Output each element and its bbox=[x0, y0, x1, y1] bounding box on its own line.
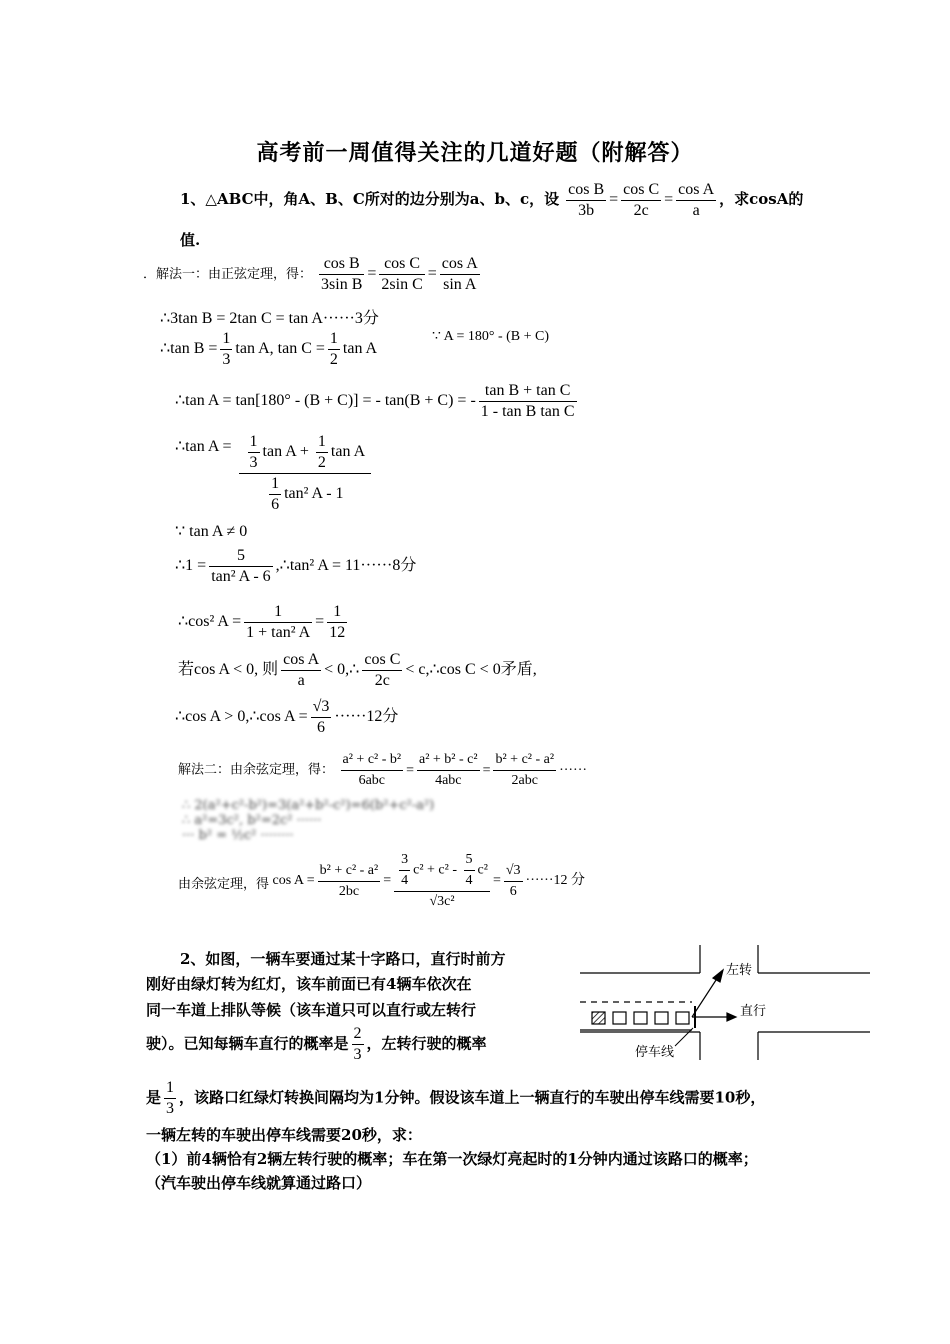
queue-car-1 bbox=[676, 1012, 689, 1024]
problem1-ask: ，求cosA的 bbox=[719, 190, 804, 209]
problem2-line1: 2、如图，一辆车要通过某十字路口，直行时前方 bbox=[180, 950, 506, 968]
problem1-statement: 1、△ABC中，角A、B、C所对的边分别为a、b、c，设 $\frac{\text{cos B}}{3b}$ = $\frac{\text{cos C}}{2c}$ = $\frac{\text{cos A}}{a}$ ，求cosA的 bbox=[180, 181, 804, 219]
solution1-line7: ∴1 = $\frac{5}{\text{tan² A - 6}}$ ,∴tan² A = 11······8分 bbox=[175, 547, 417, 585]
solution1-line9: 若cos A < 0, 则 $\frac{\text{cos A}}{a}$ < 0,∴ $\frac{\text{cos C}}{2c}$ < c,∴cos C < 0矛盾, bbox=[178, 651, 537, 689]
solution1-line6: ∵ tan A ≠ 0 bbox=[175, 523, 248, 540]
solution1-method2: 解法二：由余弦定理，得： $\frac{\text{a² + c² - b²}}{\text{6abc}}$ = $\frac{\text{a² + b² - c²}}{\text{4abc}}$ = $\frac{\text{b² + c² - a²}}{\text{2abc}}$ ······ bbox=[178, 752, 588, 788]
intersection-figure bbox=[580, 940, 880, 1065]
problem2-line2: 刚好由绿灯转为红灯，该车前面已有4辆车依次在 bbox=[146, 975, 472, 993]
problem2-line6: 一辆左转的车驶出停车线需要20秒，求： bbox=[146, 1126, 422, 1144]
queue-car-2 bbox=[655, 1012, 668, 1024]
left-turn-arrow bbox=[692, 977, 718, 1017]
page-title: 高考前一周值得关注的几道好题（附解答） bbox=[256, 140, 694, 166]
stop-line-label: 停车线 bbox=[635, 1045, 675, 1060]
solution1-line3: ∴tan B = $\frac{1}{3}$ tan A, tan C = $\frac{1}{2}$ tan A bbox=[160, 330, 378, 368]
queue-car-4 bbox=[613, 1012, 626, 1024]
problem1-intro: 1、△ABC中，角A、B、C所对的边分别为a、b、c，设 bbox=[180, 190, 560, 209]
straight-label: 直行 bbox=[740, 1004, 767, 1019]
stop-line-pointer bbox=[675, 1028, 693, 1046]
straight-arrow-head bbox=[727, 1013, 736, 1021]
our-car bbox=[592, 1012, 605, 1024]
solution1-line8: ∴cos² A = $\frac{1}{\text{1 + tan² A}}$ = $\frac{1}{12}$ bbox=[178, 603, 346, 641]
solution1-line4: ∴tan A = tan[180° - (B + C)] = - tan(B + C) = - $\frac{\text{tan B + tan C}}{\text{1 - tan B tan C}}$ bbox=[175, 382, 575, 420]
solution1-angle-note: ∵ A = 180° - (B + C) bbox=[432, 329, 550, 344]
blurred-line-2: ∴ a²=3c², b²=2c² ······ bbox=[182, 813, 322, 828]
blurred-line-3: ··· b² = ½c² ········ bbox=[182, 828, 294, 843]
solution1-line1: ．解法一：由正弦定理，得： $\frac{\text{cos B}}{\text{3sin B}}$ = $\frac{\text{cos C}}{\text{2sin C}}$ = $\frac{\text{cos A}}{\text{sin A}}$ bbox=[143, 255, 478, 293]
queue-car-3 bbox=[634, 1012, 647, 1024]
problem2-line5: 是 $\frac{1}{3}$ ，该路口红绿灯转换间隔均为1分钟。假设该车道上一辆直行的车驶出停车线需要10秒， bbox=[146, 1079, 766, 1117]
problem2-line7: （1）前4辆恰有2辆左转行驶的概率；车在第一次绿灯亮起时的1分钟内通过该路口的概率； bbox=[146, 1150, 758, 1168]
problem2-line4: 驶）。已知每辆车直行的概率是 $\frac{2}{3}$ ，左转行驶的概率 bbox=[146, 1025, 487, 1063]
solution1-line5: ∴tan A = $\frac{1}{3}$ tan A + $\frac{1}{2}$ tan A $\frac{1}{6}$ tan² A - 1 bbox=[175, 432, 374, 515]
cond-frac-3: $\frac{\text{cos A}}{a}$ bbox=[678, 181, 715, 219]
solution1-line10: ∴cos A > 0,∴cos A = $\frac{√3}{6}$ ······12分 bbox=[175, 698, 399, 736]
cond-frac-2: $\frac{\text{cos C}}{2c}$ bbox=[623, 181, 660, 219]
solution1-line2: ∴3tan B = 2tan C = tan A······3分 bbox=[160, 310, 379, 327]
solution1-method2-cos: $_{由余弦定理,得}$ cos A = $\frac{\text{b² + c² - a²}}{2bc}$ = $\frac{3}{4}$ c² + c² - $\frac{5}{4}$ c² √3c² = $\frac{√3}{6}$ ······12 分 bbox=[178, 852, 586, 909]
left-turn-arrow-head bbox=[713, 970, 723, 982]
problem2-line3: 同一车道上排队等候（该车道只可以直行或左转行 bbox=[146, 1001, 477, 1019]
problem2-line8: （汽车驶出停车线就算通过路口） bbox=[146, 1174, 372, 1192]
cond-frac-1: $\frac{\text{cos B}}{3b}$ bbox=[568, 181, 605, 219]
blurred-line-1: ∴ 2(a²+c²-b²)=3(a²+b²-c²)=6(b²+c²-a²) bbox=[182, 798, 435, 813]
problem1-ask-end: 值. bbox=[180, 231, 201, 249]
left-turn-label: 左转 bbox=[726, 963, 753, 978]
